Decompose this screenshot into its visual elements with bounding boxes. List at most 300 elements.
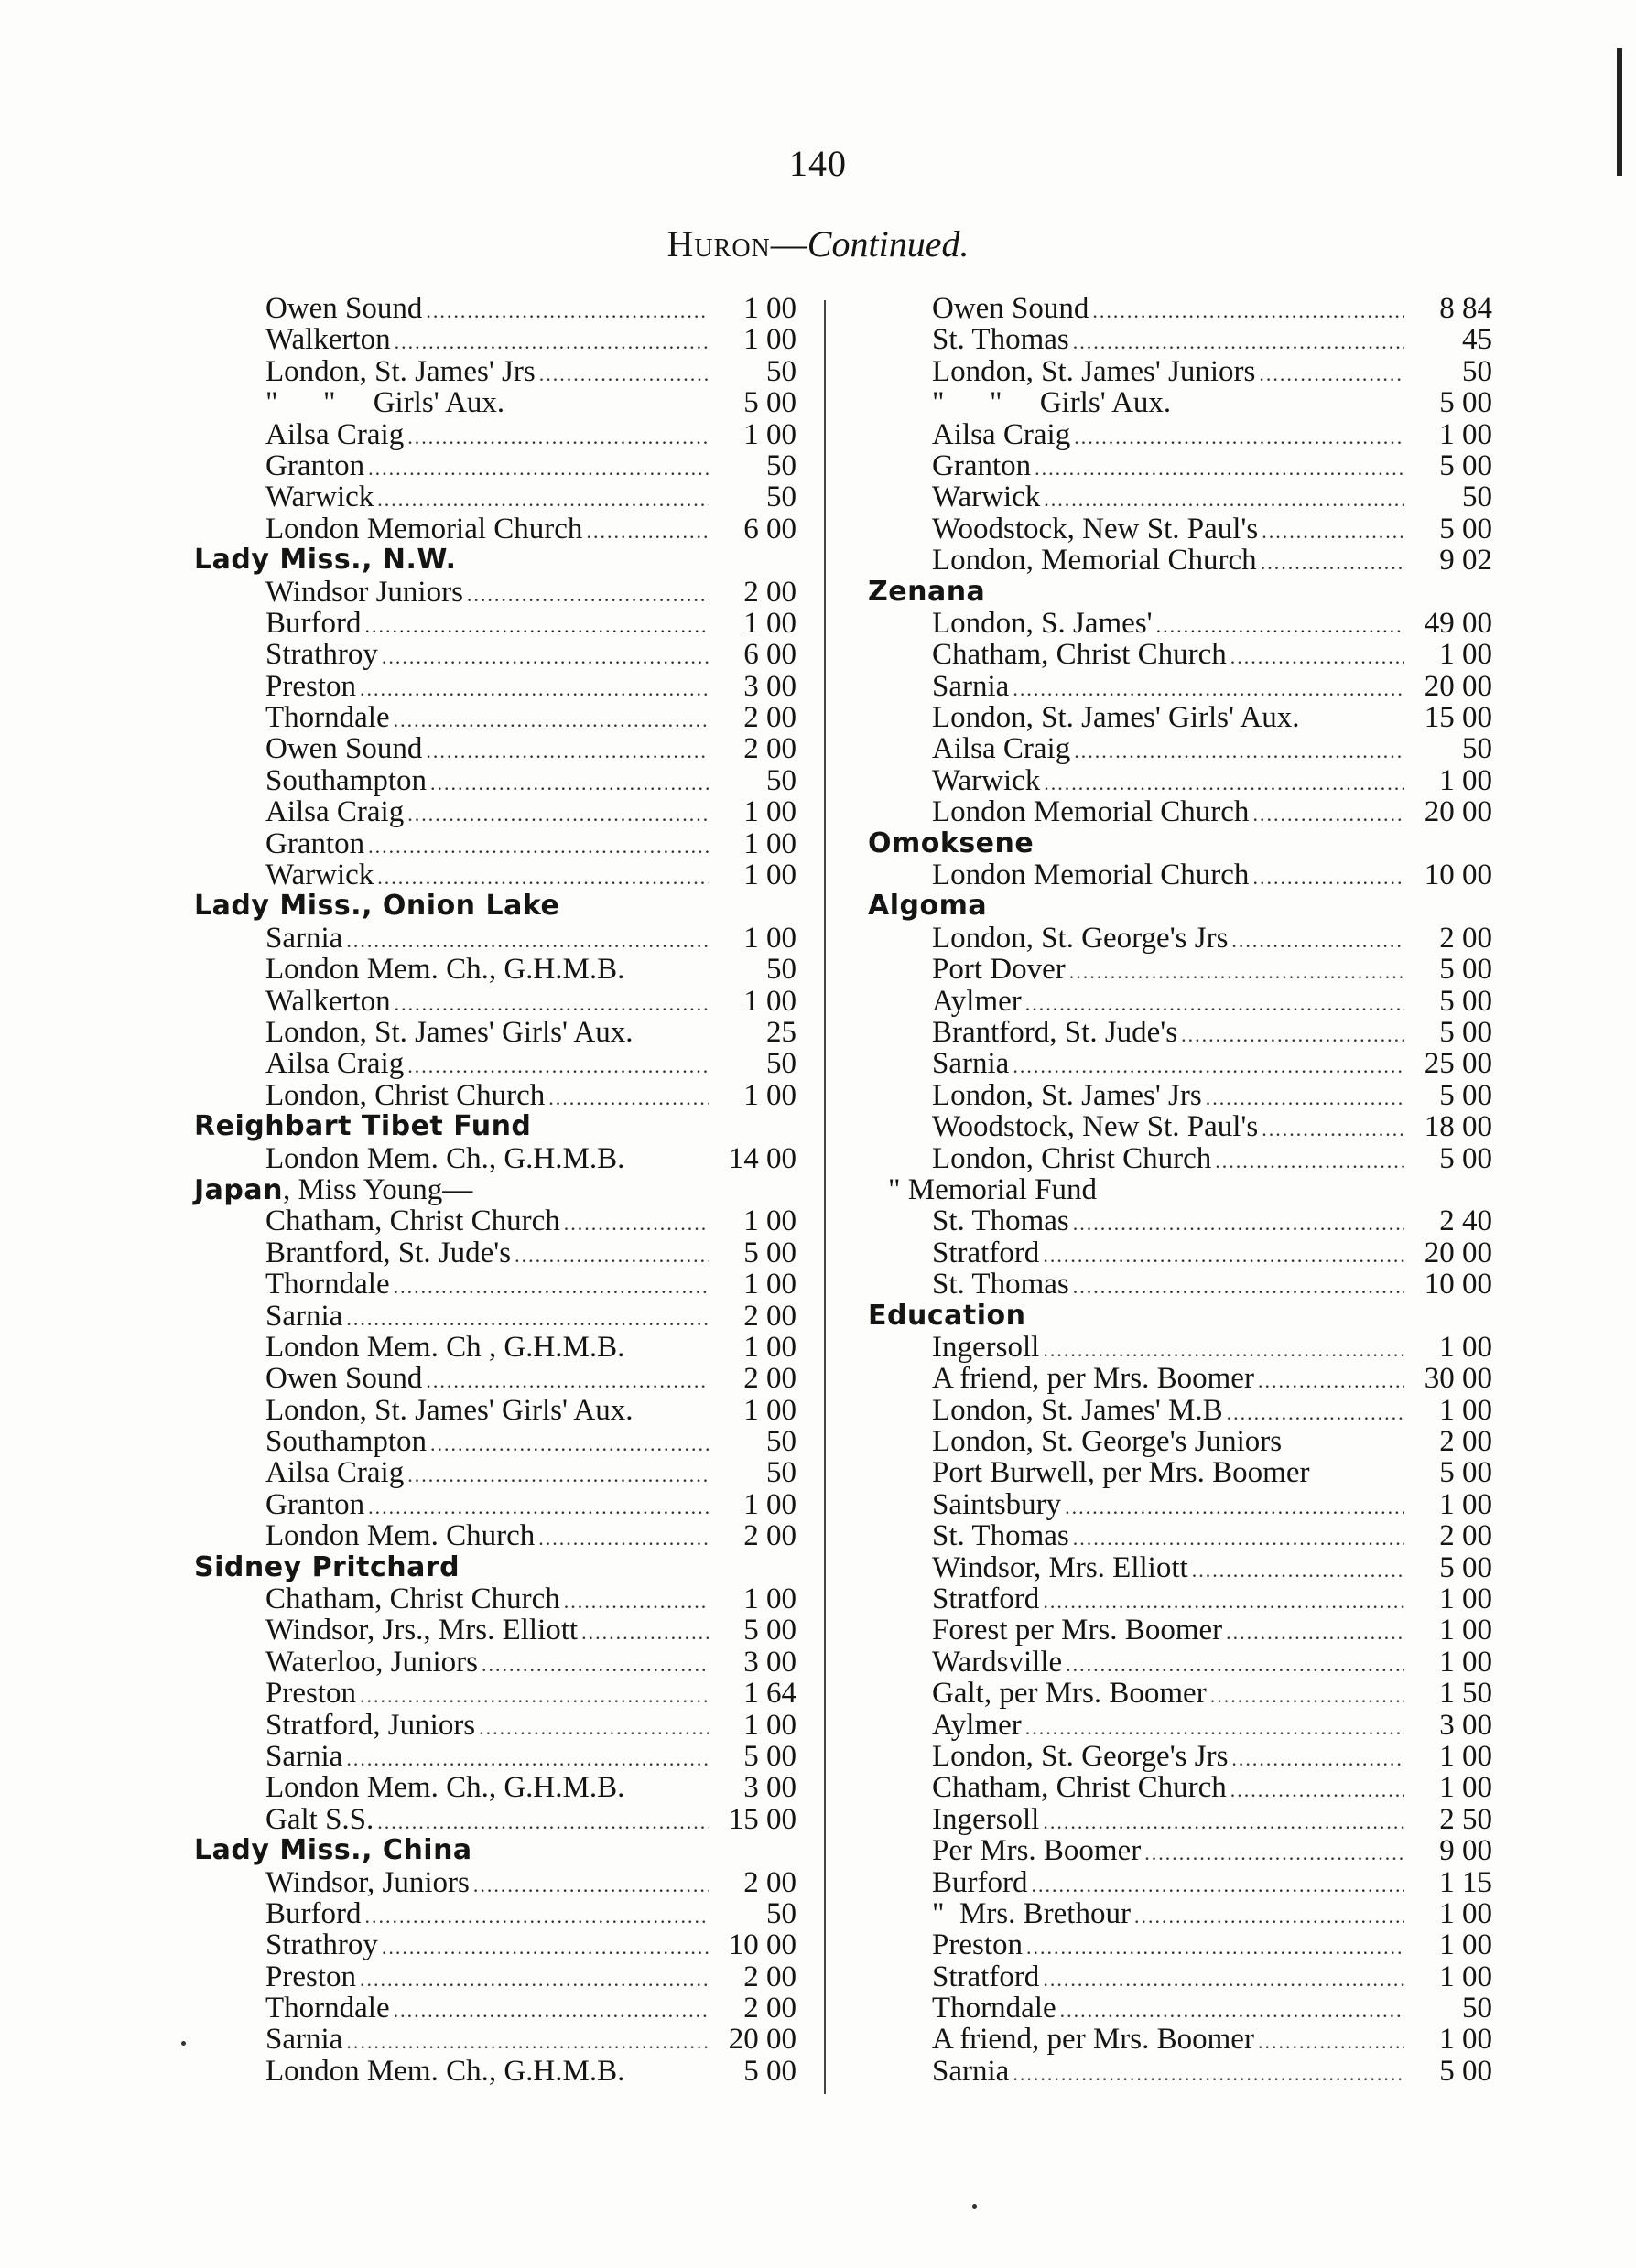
dot-leader <box>364 1901 709 1932</box>
dot-leader <box>346 925 709 956</box>
dot-leader <box>467 579 709 610</box>
amount-value: 1 00 <box>1439 763 1492 797</box>
amount-value: 1 00 <box>743 826 796 860</box>
dot-leader <box>482 1649 709 1680</box>
contribution-row <box>174 387 796 418</box>
contribution-row <box>174 954 796 985</box>
amount-value: 18 00 <box>1424 1110 1492 1144</box>
contributor-name: Ailsa Craig <box>265 1047 405 1081</box>
contributor-name: London Mem. Ch., G.H.M.B. <box>265 2054 625 2088</box>
contributor-name: Thorndale <box>932 1992 1056 2025</box>
dot-leader <box>1262 1114 1404 1145</box>
running-head-separator: — <box>770 223 807 265</box>
amount-value: 10 00 <box>1424 1268 1492 1301</box>
contributor-name: Granton <box>265 826 365 860</box>
contributor-name: London Memorial Church <box>932 795 1250 829</box>
contributor-name: Ingersoll <box>932 1802 1040 1836</box>
amount-value: 5 00 <box>1439 1141 1492 1175</box>
section-heading-text: Omoksene <box>868 826 1035 859</box>
amount-value: 1 00 <box>1439 1960 1492 1993</box>
contribution-row <box>861 450 1492 481</box>
dot-leader <box>368 831 709 862</box>
contribution-row <box>174 702 796 733</box>
dot-leader <box>407 799 709 830</box>
amount-value: 2 00 <box>743 732 796 766</box>
contribution-row <box>861 1520 1492 1551</box>
contributor-name: London Memorial Church <box>932 859 1250 892</box>
contributor-name: London, Memorial Church <box>932 544 1257 578</box>
contribution-row <box>174 1583 796 1615</box>
contribution-row <box>861 1269 1492 1300</box>
contribution-row <box>174 1993 796 2024</box>
amount-value: 9 00 <box>1439 1834 1492 1868</box>
amount-value: 5 00 <box>743 1236 796 1269</box>
dot-leader <box>1073 1271 1404 1302</box>
dot-leader <box>473 1870 709 1901</box>
contributor-name: Galt, per Mrs. Boomer <box>932 1677 1207 1711</box>
contributor-name: Windsor, Mrs. Elliott <box>932 1550 1188 1584</box>
contribution-row <box>174 577 796 608</box>
dot-leader <box>1231 925 1404 956</box>
contributor-name: Sarnia <box>265 2023 343 2057</box>
contribution-row <box>174 1080 796 1111</box>
contribution-row <box>174 1678 796 1709</box>
dot-leader <box>564 1208 709 1239</box>
contribution-row <box>861 1489 1492 1520</box>
contributor-name: London Mem. Ch., G.H.M.B. <box>265 1141 625 1175</box>
contribution-row <box>174 671 796 702</box>
amount-value: 5 00 <box>1439 984 1492 1018</box>
dot-leader <box>382 642 709 673</box>
contributor-name: Owen Sound <box>265 1362 423 1396</box>
amount-value: 50 <box>766 1456 796 1490</box>
contribution-row <box>174 1772 796 1803</box>
dot-leader <box>1252 862 1404 893</box>
contribution-row <box>861 387 1492 418</box>
contributor-name: Ailsa Craig <box>265 1456 405 1490</box>
contributor-name: Brantford, St. Jude's <box>932 1015 1178 1049</box>
contribution-row <box>174 796 796 827</box>
contribution-row <box>861 986 1492 1017</box>
contribution-row <box>174 1615 796 1646</box>
dot-leader <box>368 1492 709 1523</box>
amount-value: 50 <box>766 1425 796 1459</box>
contributor-name: St. Thomas <box>932 1519 1069 1553</box>
dot-leader <box>538 1523 709 1554</box>
amount-value: 2 00 <box>743 701 796 735</box>
contributor-name: Preston <box>265 1677 356 1711</box>
contributor-name: A friend, per Mrs. Boomer <box>932 1362 1254 1396</box>
contributor-name: Ailsa Craig <box>932 417 1071 451</box>
amount-value: 1 64 <box>743 1677 796 1711</box>
contributor-name: Stratford <box>932 1582 1040 1616</box>
amount-value: 1 00 <box>743 323 796 357</box>
amount-value: 20 00 <box>1424 795 1492 829</box>
left-column <box>174 293 796 2087</box>
amount-value: 5 00 <box>1439 1456 1492 1490</box>
amount-value: 1 15 <box>1439 1865 1492 1899</box>
amount-value: 5 00 <box>743 386 796 420</box>
amount-value: 50 <box>1462 354 1492 388</box>
dot-leader <box>1043 1964 1404 1995</box>
contributor-name: " Memorial Fund <box>888 1172 1097 1206</box>
contribution-row <box>174 639 796 670</box>
contributor-name: London, S. James' <box>932 606 1153 640</box>
dot-leader <box>1230 1775 1404 1806</box>
contribution-row <box>861 639 1492 670</box>
contributor-name: Granton <box>265 1487 365 1521</box>
amount-value: 20 00 <box>1424 1236 1492 1269</box>
contribution-row <box>861 954 1492 985</box>
contribution-row <box>174 1741 796 1772</box>
dot-leader <box>1261 547 1404 578</box>
dot-leader <box>1231 1744 1404 1775</box>
amount-value: 1 00 <box>1439 1645 1492 1679</box>
amount-value: 5 00 <box>743 1739 796 1773</box>
amount-value: 50 <box>1462 1992 1492 2025</box>
contribution-row <box>174 1710 796 1741</box>
amount-value: 1 00 <box>743 1268 796 1301</box>
section-heading <box>861 577 1492 608</box>
section-heading <box>861 1301 1492 1332</box>
amount-value: 1 00 <box>743 795 796 829</box>
amount-value: 1 00 <box>1439 1614 1492 1647</box>
amount-value: 1 00 <box>1439 1896 1492 1930</box>
amount-value: 9 02 <box>1439 544 1492 578</box>
amount-value: 1 00 <box>743 417 796 451</box>
section-heading <box>174 1174 796 1205</box>
page-number: 140 <box>789 143 847 184</box>
section-heading <box>174 891 796 922</box>
dot-leader <box>1060 1995 1404 2026</box>
right-column <box>861 293 1492 2087</box>
contribution-row <box>861 1772 1492 1803</box>
contribution-row <box>861 733 1492 764</box>
contribution-row <box>861 1080 1492 1111</box>
dot-leader <box>1073 327 1404 358</box>
contribution-row <box>861 1111 1492 1142</box>
contributor-name: London, St. James' Jrs <box>265 354 536 388</box>
contribution-row <box>174 1395 796 1426</box>
contributor-name: St. Thomas <box>932 1204 1069 1238</box>
contributor-name: Saintsbury <box>932 1487 1062 1521</box>
amount-value: 50 <box>766 481 796 514</box>
section-heading <box>861 891 1492 922</box>
contribution-row <box>861 1395 1492 1426</box>
contributor-name: London Mem. Ch., G.H.M.B. <box>265 953 625 987</box>
contribution-row <box>174 1017 796 1048</box>
contributor-name: Ingersoll <box>932 1330 1040 1364</box>
section-heading-text: Lady Miss., China <box>194 1834 472 1867</box>
amount-value: 50 <box>766 763 796 797</box>
contribution-row <box>861 1741 1492 1772</box>
contribution-row <box>174 765 796 796</box>
print-speck <box>181 2041 186 2046</box>
amount-value: 50 <box>766 953 796 987</box>
section-heading <box>174 1552 796 1583</box>
contributor-name: " Mrs. Brethour <box>932 1896 1131 1930</box>
contributor-name: Windsor Juniors <box>265 575 463 609</box>
section-heading-text: Education <box>868 1299 1026 1332</box>
dot-leader <box>1069 956 1404 988</box>
amount-value: 2 00 <box>743 1519 796 1553</box>
amount-value: 1 00 <box>1439 638 1492 672</box>
contributor-name: Sarnia <box>932 2054 1010 2088</box>
dot-leader <box>382 1932 709 1963</box>
section-heading-text: Zenana <box>868 575 986 608</box>
dot-leader <box>1013 1051 1404 1082</box>
amount-value: 2 00 <box>743 1992 796 2025</box>
contribution-row <box>861 2024 1492 2055</box>
contribution-row <box>861 1237 1492 1269</box>
contribution-row <box>174 1143 796 1174</box>
contributor-name: Owen Sound <box>265 732 423 766</box>
dot-leader <box>581 1617 709 1648</box>
section-heading <box>174 1835 796 1866</box>
amount-value: 8 84 <box>1439 292 1492 325</box>
dot-leader <box>1044 484 1404 515</box>
dot-leader <box>539 359 709 390</box>
section-heading-label <box>174 545 456 576</box>
amount-value: 1 00 <box>743 859 796 892</box>
contribution-row <box>174 1489 796 1520</box>
contributor-name: London Mem. Church <box>265 1519 536 1553</box>
contributor-name: Granton <box>265 448 365 482</box>
contributor-name: Thorndale <box>265 1268 390 1301</box>
contributor-name: Strathroy <box>265 638 378 672</box>
dot-leader <box>346 1303 709 1334</box>
dot-leader <box>1192 1555 1404 1586</box>
amount-value: 3 00 <box>743 1645 796 1679</box>
contribution-row <box>861 923 1492 954</box>
dot-leader <box>1073 1523 1404 1554</box>
contributor-name: Sarnia <box>932 669 1010 703</box>
amount-value: 1 00 <box>1439 1582 1492 1616</box>
contribution-row <box>861 1552 1492 1583</box>
contributor-name: London, St. George's Jrs <box>932 921 1229 955</box>
contribution-row <box>174 608 796 639</box>
contributor-name: A friend, per Mrs. Boomer <box>932 2023 1254 2057</box>
dot-leader <box>1043 1334 1404 1366</box>
contributor-name: Warwick <box>265 481 374 514</box>
dot-leader <box>394 1995 709 2026</box>
contributor-name: London, St. James' Girls' Aux. <box>932 701 1300 735</box>
dot-leader <box>377 484 709 515</box>
contribution-row <box>174 1332 796 1363</box>
contribution-row <box>861 1993 1492 2024</box>
contribution-row <box>861 1615 1492 1646</box>
contributor-name: " " Girls' Aux. <box>265 386 505 420</box>
dot-leader <box>1226 1617 1404 1648</box>
contributor-name: Chatham, Christ Church <box>932 638 1227 672</box>
section-heading <box>174 545 796 576</box>
contribution-row <box>174 2024 796 2055</box>
contribution-row <box>861 419 1492 450</box>
dot-leader <box>346 2026 709 2057</box>
section-heading-label <box>861 1301 1025 1332</box>
contribution-row <box>861 481 1492 513</box>
amount-value: 2 40 <box>1439 1204 1492 1238</box>
dot-leader <box>360 674 709 705</box>
contribution-row <box>861 1048 1492 1079</box>
contribution-row <box>174 1301 796 1332</box>
section-heading-label <box>861 577 985 608</box>
section-heading <box>861 828 1492 859</box>
contribution-row <box>174 1804 796 1835</box>
amount-value: 20 00 <box>1424 669 1492 703</box>
contributor-name: Stratford <box>932 1236 1040 1269</box>
dot-leader <box>377 1807 709 1838</box>
contribution-row <box>174 1520 796 1551</box>
dot-leader <box>1230 642 1404 673</box>
dot-leader <box>1206 1083 1404 1114</box>
contributor-name: Sarnia <box>265 1299 343 1333</box>
section-heading-label <box>174 1174 472 1206</box>
contribution-row <box>861 1867 1492 1898</box>
amount-value: 1 00 <box>1439 1487 1492 1521</box>
amount-value: 5 00 <box>1439 512 1492 545</box>
amount-value: 5 00 <box>1439 1015 1492 1049</box>
contributor-name: St. Thomas <box>932 323 1069 357</box>
dot-leader <box>1043 1807 1404 1838</box>
contributor-name: Southampton <box>265 763 428 797</box>
print-speck <box>972 2204 977 2209</box>
contributor-name: Chatham, Christ Church <box>265 1582 560 1616</box>
contribution-row <box>174 419 796 450</box>
dot-leader <box>1044 768 1404 799</box>
amount-value: 1 00 <box>743 1708 796 1742</box>
contribution-row <box>174 1961 796 1993</box>
section-heading-subtext: , Miss Young— <box>282 1172 473 1206</box>
amount-value: 5 00 <box>1439 386 1492 420</box>
contributor-name: Warwick <box>932 481 1041 514</box>
section-heading-label <box>174 1111 531 1142</box>
amount-value: 49 00 <box>1424 606 1492 640</box>
amount-value: 1 00 <box>743 1330 796 1364</box>
contributor-name: Sarnia <box>265 1739 343 1773</box>
contribution-row <box>861 765 1492 796</box>
dot-leader <box>1210 1680 1404 1712</box>
contribution-row <box>861 1583 1492 1615</box>
contributor-name: Sarnia <box>265 921 343 955</box>
contribution-row <box>174 513 796 545</box>
contribution-row <box>174 450 796 481</box>
dot-leader <box>1073 1208 1404 1239</box>
contribution-row <box>174 859 796 891</box>
contributor-name: Burford <box>265 1896 362 1930</box>
contribution-row <box>174 1929 796 1960</box>
section-heading-label <box>861 891 987 922</box>
contributor-name: Sarnia <box>932 1047 1010 1081</box>
dot-leader <box>1092 296 1404 327</box>
section-heading-label <box>174 1552 460 1583</box>
contributor-name: Port Burwell, per Mrs. Boomer <box>932 1456 1310 1490</box>
contribution-row <box>861 1332 1492 1363</box>
contribution-row <box>861 1929 1492 1960</box>
dot-leader <box>1025 988 1404 1020</box>
contribution-row <box>174 1205 796 1237</box>
amount-value: 30 00 <box>1424 1362 1492 1396</box>
contribution-row <box>861 1174 1492 1205</box>
running-head-title: Huron <box>666 223 771 265</box>
amount-value: 5 00 <box>1439 1550 1492 1584</box>
amount-value: 25 00 <box>1424 1047 1492 1081</box>
amount-value: 2 50 <box>1439 1802 1492 1836</box>
contributor-name: St. Thomas <box>932 1268 1069 1301</box>
dot-leader <box>430 1429 709 1460</box>
amount-value: 2 00 <box>743 1362 796 1396</box>
contributor-name: London, St. James' Girls' Aux. <box>265 1015 634 1049</box>
contribution-row <box>861 859 1492 891</box>
dot-leader <box>1215 1146 1404 1177</box>
contributor-name: Windsor, Juniors <box>265 1865 470 1899</box>
dot-leader <box>1156 610 1404 642</box>
amount-value: 2 00 <box>743 1960 796 1993</box>
contribution-row <box>174 1048 796 1079</box>
contributor-name: Woodstock, New St. Paul's <box>932 512 1259 545</box>
dot-leader <box>364 610 709 642</box>
dot-leader <box>1043 1586 1404 1617</box>
section-heading-text: Lady Miss., Onion Lake <box>194 890 560 923</box>
amount-value: 1 00 <box>1439 417 1492 451</box>
section-heading-text: Lady Miss., N.W. <box>194 544 457 577</box>
amount-value: 2 00 <box>743 575 796 609</box>
contribution-row <box>174 324 796 355</box>
contribution-row <box>174 923 796 954</box>
amount-value: 15 00 <box>1424 701 1492 735</box>
contributor-name: Walkerton <box>265 323 391 357</box>
amount-value: 1 00 <box>743 1487 796 1521</box>
contributor-name: London Memorial Church <box>265 512 583 545</box>
dot-leader <box>368 453 709 484</box>
contribution-row <box>174 356 796 387</box>
amount-value: 50 <box>766 354 796 388</box>
contribution-row <box>861 513 1492 545</box>
contributor-name: Owen Sound <box>932 292 1089 325</box>
dot-leader <box>394 1271 709 1302</box>
amount-value: 5 00 <box>1439 1078 1492 1112</box>
amount-value: 1 00 <box>743 1078 796 1112</box>
contribution-row <box>861 1205 1492 1237</box>
amount-value: 3 00 <box>743 1771 796 1805</box>
amount-value: 1 00 <box>1439 1330 1492 1364</box>
contributor-name: London, Christ Church <box>265 1078 546 1112</box>
contribution-row <box>174 1237 796 1269</box>
contributor-name: London Mem. Ch , G.H.M.B. <box>265 1330 625 1364</box>
contribution-row <box>861 608 1492 639</box>
dot-leader <box>1025 1712 1404 1744</box>
dot-leader <box>1026 1932 1404 1963</box>
amount-value: 2 00 <box>743 1299 796 1333</box>
contributor-name: Southampton <box>265 1425 428 1459</box>
dot-leader <box>1144 1838 1404 1869</box>
contributor-name: Waterloo, Juniors <box>265 1645 478 1679</box>
contributor-name: Ailsa Craig <box>265 795 405 829</box>
contribution-row <box>861 1017 1492 1048</box>
amount-value: 6 00 <box>743 638 796 672</box>
contributor-name: Port Dover <box>932 953 1066 987</box>
dot-leader <box>586 516 709 547</box>
contribution-row <box>861 1961 1492 1993</box>
amount-value: 50 <box>766 1047 796 1081</box>
amount-value: 1 00 <box>743 984 796 1018</box>
dot-leader <box>1134 1901 1404 1932</box>
amount-value: 25 <box>766 1015 796 1049</box>
contributor-name: London, St. James' M.B <box>932 1393 1223 1427</box>
contributor-name: Chatham, Christ Church <box>265 1204 560 1238</box>
contributor-name: Aylmer <box>932 1708 1022 1742</box>
section-heading-text: Algoma <box>868 890 988 923</box>
